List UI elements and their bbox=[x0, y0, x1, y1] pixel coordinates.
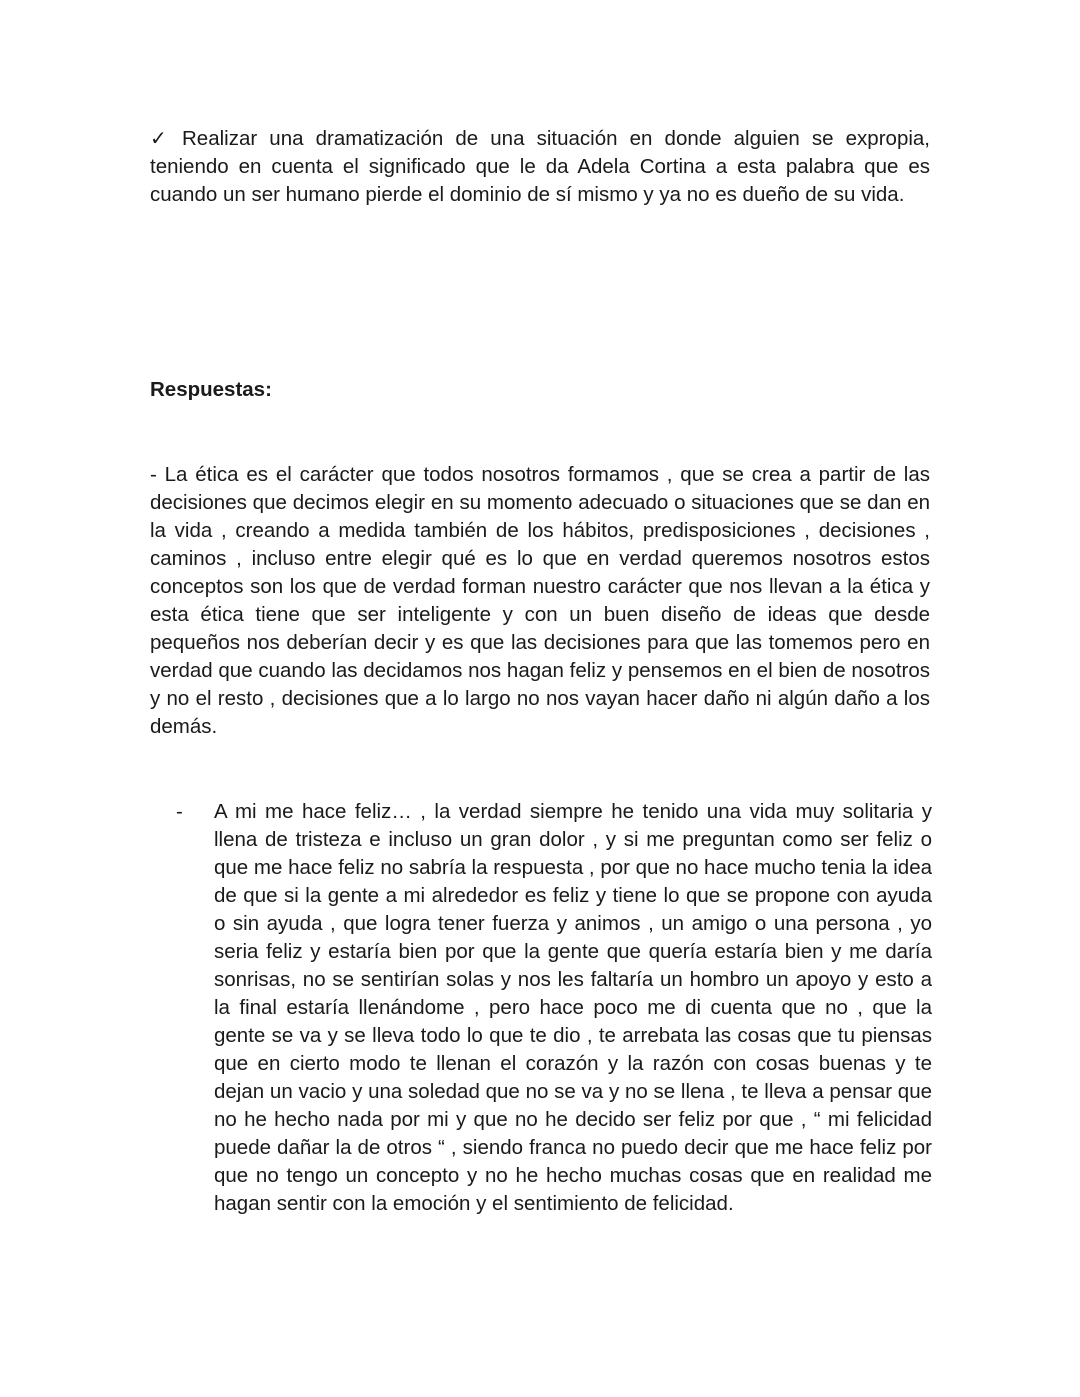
answer-paragraph-ethics: - La ética es el carácter que todos nosotros formamos , que se crea a partir de las decisiones que decimos elegir en su momento adecuado o situaciones que se dan en la vida , creando a medida también de los hábitos, predisposiciones , decisiones , caminos , incluso entre elegir qué es lo que en verdad queremos nosotros estos conceptos son los que de verdad forman nuestro carácter que nos llevan a la ética y esta ética tiene que ser inteligente y con un buen diseño de ideas que desde pequeños nos deberían decir y es que las decisiones para que las tomemos pero en verdad que cuando las decidamos nos hagan feliz y pensemos en el bien de nosotros y no el resto , decisiones que a lo largo no nos vayan hacer daño ni algún daño a los demás. bbox=[150, 463, 930, 738]
task-text: Realizar una dramatización de una situación en donde alguien se expropia, teniendo en cuenta el significado que le da Adela Cortina a esta palabra que es cuando un ser humano pierde el dominio de sí mismo y ya no es dueño de su vida. bbox=[150, 127, 930, 206]
answer-paragraph-happiness: A mi me hace feliz… , la verdad siempre he tenido una vida muy solitaria y llena de tristeza e incluso un gran dolor , y si me preguntan como ser feliz o que me hace feliz no sabría la respuesta , por que no hace mucho tenia la idea de que si la gente a mi alrededor es feliz y tiene lo que se propone con ayuda o sin ayuda , que logra tener fuerza y animos , un amigo o una persona , yo seria feliz y estaría bien por que la gente que quería estaría bien y me daría sonrisas, no se sentirían solas y nos les faltaría un hombro un apoyo y esto a la final estaría llenándome , pero hace poco me di cuenta que no , que la gente se va y se lleva todo lo que te dio , te arrebata las cosas que tu piensas que en cierto modo te llenan el corazón y la razón con cosas buenas y te dejan un vacio y una soledad que no se va y no se llena , te lleva a pensar que no he hecho nada por mi y que no he decido ser feliz por que , “ mi felicidad puede dañar la de otros “ , siendo franca no puedo decir que me hace feliz por que no tengo un concepto y no he hecho muchas cosas que en realidad me hagan sentir con la emoción y el sentimiento de felicidad. bbox=[214, 800, 932, 1215]
task-paragraph bbox=[150, 124, 930, 209]
list-dash-marker: - bbox=[176, 800, 183, 823]
answers-heading: Respuestas: bbox=[150, 378, 272, 401]
checkmark-icon: ✓ bbox=[150, 126, 167, 150]
